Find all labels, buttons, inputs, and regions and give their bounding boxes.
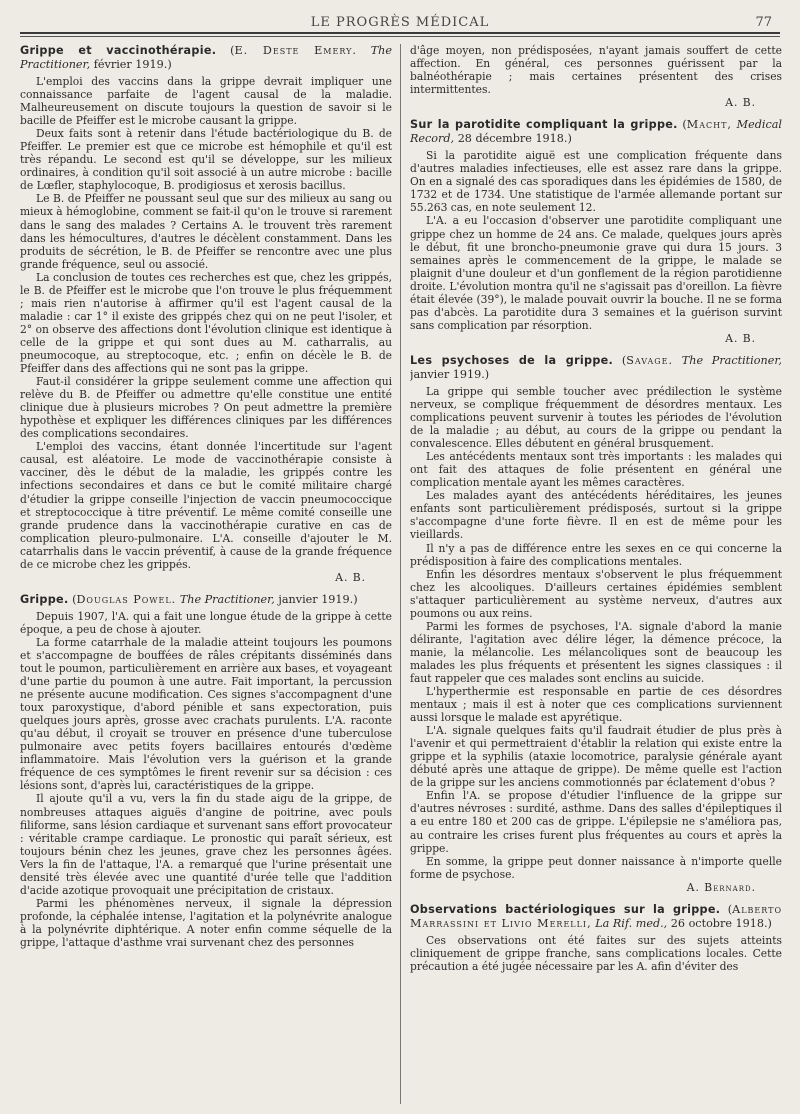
paragraph: Faut-il considérer la grippe seulement comme une affection qui relève du B. de Pfeiffer ou admettre qu'elle constitue une entité clinique due à plusieurs microbes ? On peut admettre la première hypothèse et expliquer les différences cliniques par les différences des complications secondaires.	[20, 375, 392, 441]
article-title: Sur la parotidite compliquant la grippe.	[410, 118, 678, 132]
article-grippe-powel	[20, 593, 392, 949]
paragraph: Depuis 1907, l'A. qui a fait une longue étude de la grippe à cette époque, a peu de chose à ajouter.	[20, 609, 392, 636]
article-author: Douglas Powel.	[76, 592, 177, 606]
paragraph: La forme catarrhale de la maladie atteint toujours les poumons et s'accompagne de bouffées de râles crépitants disséminés dans tout le poumon, particulièrement en arrière aux bases, et voyageant d'une partie du poumon à une autre. Fait important, la percussion ne présente aucune modification. Ces signes s'accompagnent d'une toux paroxystique, d'abord pénible et sans expectoration, puis quelques jours après, grosse avec crachats purulents. L'A. raconte qu'au début, il croyait se trouver en présence d'une tuberculose pulmonaire avec petits foyers bacillaires entourés d'œdème inflammatoire. Mais l'évolution vers la guérison et la grande fréquence de ces symptômes le firent revenir sur sa décision : ces lésions sont, d'après lui, caractéristiques de la grippe.	[20, 635, 392, 793]
article-reference: (Douglas Powel. The Practitioner, janvier 1919.)	[72, 592, 358, 606]
article-grippe-vaccinotherapie	[20, 44, 392, 584]
article-title: Les psychoses de la grippe.	[410, 353, 614, 367]
article-heading	[20, 44, 392, 72]
paragraph: La conclusion de toutes ces recherches est que, chez les grippés, le B. de Pfeiffer est le microbe que l'on trouve le plus fréquemment ; mais rien n'autorise à affirmer qu'il est l'agent causal de la maladie : car 1° il existe des grippés chez qui on ne peut l'isoler, et 2° on observe des affections dont l'évolution clinique est identique à celle de la grippe et qui sont dues au M. catharralis, au pneumocoque, au streptocoque, etc. ; enfin on décèle le B. de Pfeiffer dans des affections qui ne sont pas la grippe.	[20, 270, 392, 376]
article-journal: Medical Record,	[410, 118, 782, 146]
article-observations-bacteriologiques	[410, 903, 782, 973]
article-signature: A. B.	[725, 331, 756, 345]
article-author: Macht,	[686, 118, 732, 132]
article-date: janvier 1919.)	[410, 367, 490, 381]
page-header	[20, 12, 780, 34]
paragraph: L'emploi des vaccins, étant donnée l'incertitude sur l'agent causal, est aléatoire. Le mode de vaccinothérapie consiste à vacciner, dès le début de la maladie, les grippés contre les infections secondaires et dans ce but le comité militaire chargé d'étudier la grippe conseille l'injection de vaccin pneumococcique et streptococcique à titre préventif. Le même comité conseille une grande prudence dans la vaccinothérapie curative en cas de complication pleuro-pulmonaire. L'A. conseille d'ajouter le M. catarrhalis dans le vaccin préventif, à cause de la grande fréquence de ce microbe chez les grippés.	[20, 440, 392, 571]
page-number: 77	[755, 15, 772, 30]
paragraph: L'A. a eu l'occasion d'observer une parotidite compliquant une grippe chez un homme de 24 ans. Ce malade, quelques jours après le début, fit une broncho-pneumonie grave qui dura 15 jours. 3 semaines après le commencement de la grippe, le malade se plaignit d'une douleur et d'un gonflement de la région parotidienne droite. L'évolution montra qu'il ne s'agissait pas d'oreillon. La fièvre était élevée (39°), le malade pouvait ouvrir la bouche. Il ne se forma pas d'abcès. La parotidite dura 3 semaines et la guérison survint sans complication par résorption.	[410, 214, 782, 332]
paragraph: Il n'y a pas de différence entre les sexes en ce qui concerne la prédisposition à faire des complications mentales.	[410, 541, 782, 568]
paragraph: L'emploi des vaccins dans la grippe devrait impliquer une connaissance parfaite de l'agent causal de la maladie. Malheureusement on discute toujours la question de savoir si le bacille de Pfeiffer est le microbe causant la grippe.	[20, 75, 392, 128]
paragraph: Le B. de Pfeiffer ne poussant seul que sur des milieux au sang ou mieux à hémoglobine, comment se fait-il qu'on le trouve si rarement dans le sang des malades ? Certains A. le trouvent très rarement dans les hémocultures, d'autres le décèlent constamment. Dans les produits de sécrétion, le B. de Pfeiffer se rencontre avec une plus grande fréquence, seul ou associé.	[20, 192, 392, 271]
article-reference: (Macht, Medical Record, 28 décembre 1918.)	[410, 118, 782, 146]
paragraph: Enfin les désordres mentaux s'observent le plus fréquemment chez les alcooliques. D'ailleurs certaines épidémies semblent s'attaquer particulièrement au système nerveux, d'autres aux poumons ou aux reins.	[410, 567, 782, 620]
paragraph: Deux faits sont à retenir dans l'étude bactériologique du B. de Pfeiffer. Le premier est que ce microbe est hémophile et qu'il est très répandu. Le second est qu'il se développe, sur les milieux ordinaires, à condition qu'il soit associé à un autre microbe : bacille de Lœfler, staphylocoque, B. prodigiosus et xerosis bacillus.	[20, 127, 392, 193]
article-date: février 1919.)	[93, 58, 172, 71]
article-heading	[410, 118, 782, 146]
article-reference: (Alberto Marrassini et Livio Merelli, La Rif. med., 26 octobre 1918.)	[410, 902, 782, 930]
paragraph: Parmi les formes de psychoses, l'A. signale d'abord la manie délirante, l'agitation avec délire léger, la démence précoce, la manie, la mélancolie. Les mélancoliques sont de beaucoup les malades les plus fréquents et présentent les signes classiques : il faut rappeler que ces malades sont enclins au suicide.	[410, 619, 782, 685]
article-journal: The Practitioner,	[20, 44, 392, 71]
article-continuation	[410, 44, 782, 109]
article-reference: (Savage. The Practitioner, janvier 1919.)	[410, 353, 782, 381]
article-reference: (E. Deste Emery. The Practitioner, février 1919.)	[20, 44, 392, 71]
article-author: Alberto Marrassini et Livio Merelli,	[410, 902, 782, 930]
left-column	[20, 44, 392, 1106]
header-rule	[20, 36, 780, 37]
article-title: Grippe et vaccinothérapie.	[20, 44, 217, 57]
article-title: Observations bactériologiques sur la grippe.	[410, 902, 721, 916]
article-parotidite	[410, 118, 782, 345]
article-heading	[410, 903, 782, 931]
paragraph: Si la parotidite aiguë est une complication fréquente dans d'autres maladies infectieuses, elle est assez rare dans la grippe. On en a signalé des cas sporadiques dans les épidémies de 1580, de 1732 et de 1734. Une statistique de l'armée allemande portant sur 55.263 cas, en note seulement 12.	[410, 149, 782, 215]
article-date: 28 décembre 1918.)	[457, 132, 572, 146]
paragraph: L'A. signale quelques faits qu'il faudrait étudier de plus près à l'avenir et qui permettraient d'établir la relation qui existe entre la grippe et la syphilis (ataxie locomotrice, paralysie générale ayant débuté après une attaque de grippe). De même quelle est l'action de la grippe sur les anciens commotionnés par éclatement d'obus ?	[410, 724, 782, 790]
article-signature: A. Bernard.	[686, 880, 756, 894]
paragraph: La grippe qui semble toucher avec prédilection le système nerveux, se complique fréquemment de désordres mentaux. Les complications peuvent survenir à toutes les périodes de l'évolution de la maladie ; au début, au cours de la grippe ou pendant la convalescence. Elles débutent en général brusquement.	[410, 384, 782, 451]
article-author: E. Deste Emery.	[234, 44, 357, 57]
paragraph: Les malades ayant des antécédents héréditaires, les jeunes enfants sont particulièrement prédisposés, surtout si la grippe s'accompagne d'une forte fièvre. Il en est de même pour les vieillards.	[410, 489, 782, 542]
article-psychoses	[410, 354, 782, 894]
article-signature: A. B.	[725, 96, 756, 110]
paragraph: L'hyperthermie est responsable en partie de ces désordres mentaux ; mais il est à noter que ces complications surviennent aussi lorsque le malade est apyrétique.	[410, 685, 782, 725]
paragraph: En somme, la grippe peut donner naissance à n'importe quelle forme de psychose.	[410, 854, 782, 881]
article-date: janvier 1919.)	[278, 592, 358, 606]
article-date: 26 octobre 1918.)	[670, 916, 772, 930]
paragraph: Il ajoute qu'il a vu, vers la fin du stade aigu de la grippe, de nombreuses attaques aiguës d'angine de poitrine, avec pouls filiforme, sans lésion cardiaque et survenant sans effort provocateur : véritable crampe cardiaque. Le pronostic qui paraît sérieux, est toujours bénin chez les jeunes, grave chez les personnes âgées. Vers la fin de l'attaque, l'A. a remarqué que l'urine présentait une densité très élevée avec une quantité d'urée telle que l'addition d'acide azotique provoquait une précipitation de cristaux.	[20, 792, 392, 897]
paragraph: Ces observations ont été faites sur des sujets atteints cliniquement de grippe franche, sans complications locales. Cette précaution a été jugée nécessaire par les A. afin d'éviter des	[410, 933, 782, 973]
article-heading	[20, 593, 392, 607]
right-column	[410, 44, 782, 1106]
paragraph: Parmi les phénomènes nerveux, il signale la dépression profonde, la céphalée intense, l'agitation et la polynévrite analogue à la polynévrite diphtérique. A noter enfin comme séquelle de la grippe, l'attaque d'asthme vrai survenant chez des personnes	[20, 896, 392, 949]
paragraph: d'âge moyen, non prédisposées, n'ayant jamais souffert de cette affection. En général, ces personnes guérissent par la balnéothérapie ; mais certaines présentent des crises intermittentes.	[410, 44, 782, 97]
article-author: Savage.	[626, 353, 674, 367]
paragraph: Enfin l'A. se propose d'étudier l'influence de la grippe sur d'autres névroses : surdité, asthme. Dans des salles d'épileptiques il a eu entre 180 et 200 cas de grippe. L'épilepsie ne s'améliora pas, au contraire les crises furent plus fréquentes au cours et après la grippe.	[410, 789, 782, 855]
article-journal: The Practitioner,	[681, 353, 782, 367]
article-signature: A. B.	[335, 570, 366, 584]
running-title: LE PROGRÈS MÉDICAL	[310, 15, 490, 30]
article-journal: La Rif. med.,	[595, 916, 668, 930]
paragraph: Les antécédents mentaux sont très importants : les malades qui ont fait des attaques de folie présentent en général une complication mentale ayant les mêmes caractères.	[410, 450, 782, 490]
article-heading	[410, 354, 782, 382]
article-journal: The Practitioner,	[179, 592, 275, 606]
article-title: Grippe.	[20, 592, 69, 606]
column-divider	[400, 44, 401, 1104]
